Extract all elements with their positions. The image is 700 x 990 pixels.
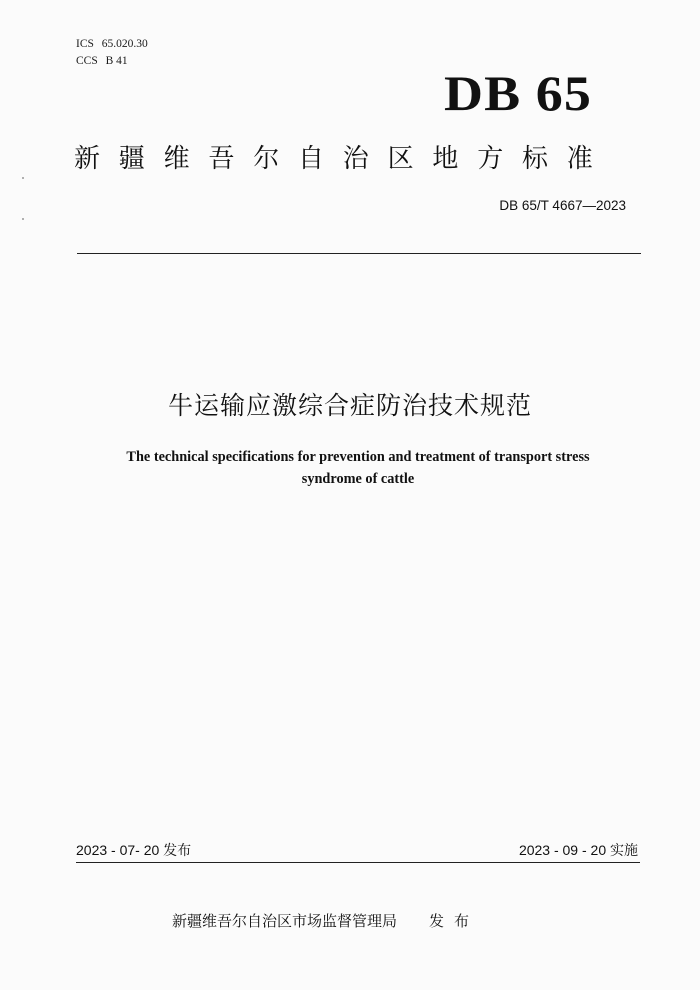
standard-number: DB 65/T 4667—2023 [499, 198, 626, 213]
ics-code [76, 36, 148, 53]
scan-speck [22, 218, 24, 220]
document-title-english [80, 446, 636, 490]
title-english-line-1: The technical specifications for prevention and treatment of transport stress [126, 449, 590, 465]
ics-value: 65.020.30 [101, 38, 148, 50]
ccs-value: B 41 [105, 55, 128, 67]
title-english-line-2: syndrome of cattle [301, 471, 415, 487]
date-row [76, 840, 640, 860]
issue-date: 2023 - 07- 20 发布 [76, 842, 192, 858]
ics-label: ICS [76, 38, 94, 50]
scan-speck [22, 177, 24, 179]
ccs-code [76, 53, 148, 70]
classification-codes [76, 36, 148, 70]
ccs-label: CCS [76, 55, 98, 67]
top-divider [77, 253, 641, 254]
bottom-divider [76, 862, 640, 863]
db65-logo: DB 65 [444, 65, 592, 121]
standard-type-heading: 新疆维吾尔自治区地方标准 [74, 144, 612, 174]
issuer-name: 新疆维吾尔自治区市场监督管理局 [172, 912, 398, 930]
document-title-chinese: 牛运输应激综合症防治技术规范 [167, 391, 532, 420]
issuing-authority [172, 910, 479, 931]
publish-label: 发布 [429, 912, 480, 930]
implementation-date: 2023 - 09 - 20 实施 [518, 842, 638, 858]
